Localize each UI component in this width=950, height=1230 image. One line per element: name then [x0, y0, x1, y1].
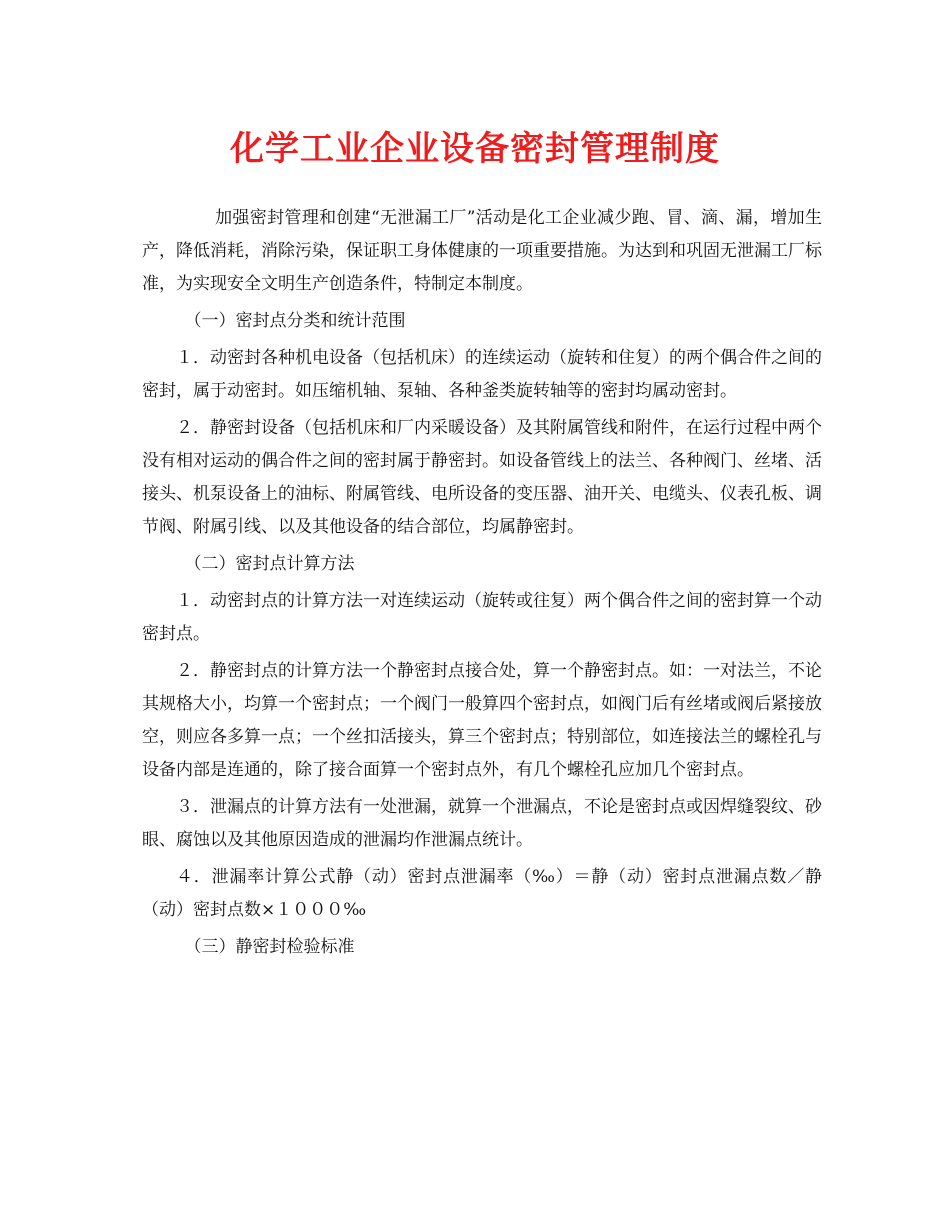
paragraph-leak-rate-formula: ４．泄漏率计算公式静（动）密封点泄漏率（‰）＝静（动）密封点泄漏点数／静（动）密封点数×１０００‰ — [142, 867, 822, 920]
document-body — [142, 202, 822, 968]
section-heading-inspection-standard: （三）静密封检验标准 — [184, 937, 355, 957]
section-heading-calculation: （二）密封点计算方法 — [184, 554, 355, 574]
paragraph-static-seal: ２．静密封设备（包括机床和厂内采暖设备）及其附属管线和附件，在运行过程中两个没有相对运动的偶合件之间的密封属于静密封。如设备管线上的法兰、各种阀门、丝堵、活接头、机泵设备上的油标、附属管线、电所设备的变压器、油开关、电缆头、仪表孔板、调节阀、附属引线、以及其他设备的结合部位，均属静密封。 — [142, 418, 822, 537]
intro-paragraph: 加强密封管理和创建“无泄漏工厂”活动是化工企业减少跑、冒、滴、漏，增加生产，降低消耗，消除污染，保证职工身体健康的一项重要措施。为达到和巩固无泄漏工厂标准，为实现安全文明生产创造条件，特制定本制度。 — [142, 208, 822, 294]
paragraph-dynamic-point-calc: １．动密封点的计算方法一对连续运动（旋转或往复）两个偶合件之间的密封算一个动密封点。 — [142, 591, 822, 644]
section-heading-classification: （一）密封点分类和统计范围 — [184, 311, 406, 331]
document-title: 化学工业企业设备密封管理制度 — [230, 129, 720, 169]
paragraph-leak-point-calc: ３．泄漏点的计算方法有一处泄漏，就算一个泄漏点，不论是密封点或因焊缝裂纹、砂眼、腐蚀以及其他原因造成的泄漏均作泄漏点统计。 — [142, 797, 822, 850]
paragraph-static-point-calc: ２．静密封点的计算方法一个静密封点接合处，算一个静密封点。如：一对法兰，不论其规格大小，均算一个密封点；一个阀门一般算四个密封点，如阀门后有丝堵或阀后紧接放空，则应各多算一点；一个丝扣活接头，算三个密封点；特别部位，如连接法兰的螺栓孔与设备内部是连通的，除了接合面算一个密封点外，有几个螺栓孔应加几个密封点。 — [142, 661, 822, 780]
paragraph-dynamic-seal: １．动密封各种机电设备（包括机床）的连续运动（旋转和住复）的两个偶合件之间的密封，属于动密封。如压缩机轴、泵轴、各种釜类旋转轴等的密封均属动密封。 — [142, 348, 822, 401]
